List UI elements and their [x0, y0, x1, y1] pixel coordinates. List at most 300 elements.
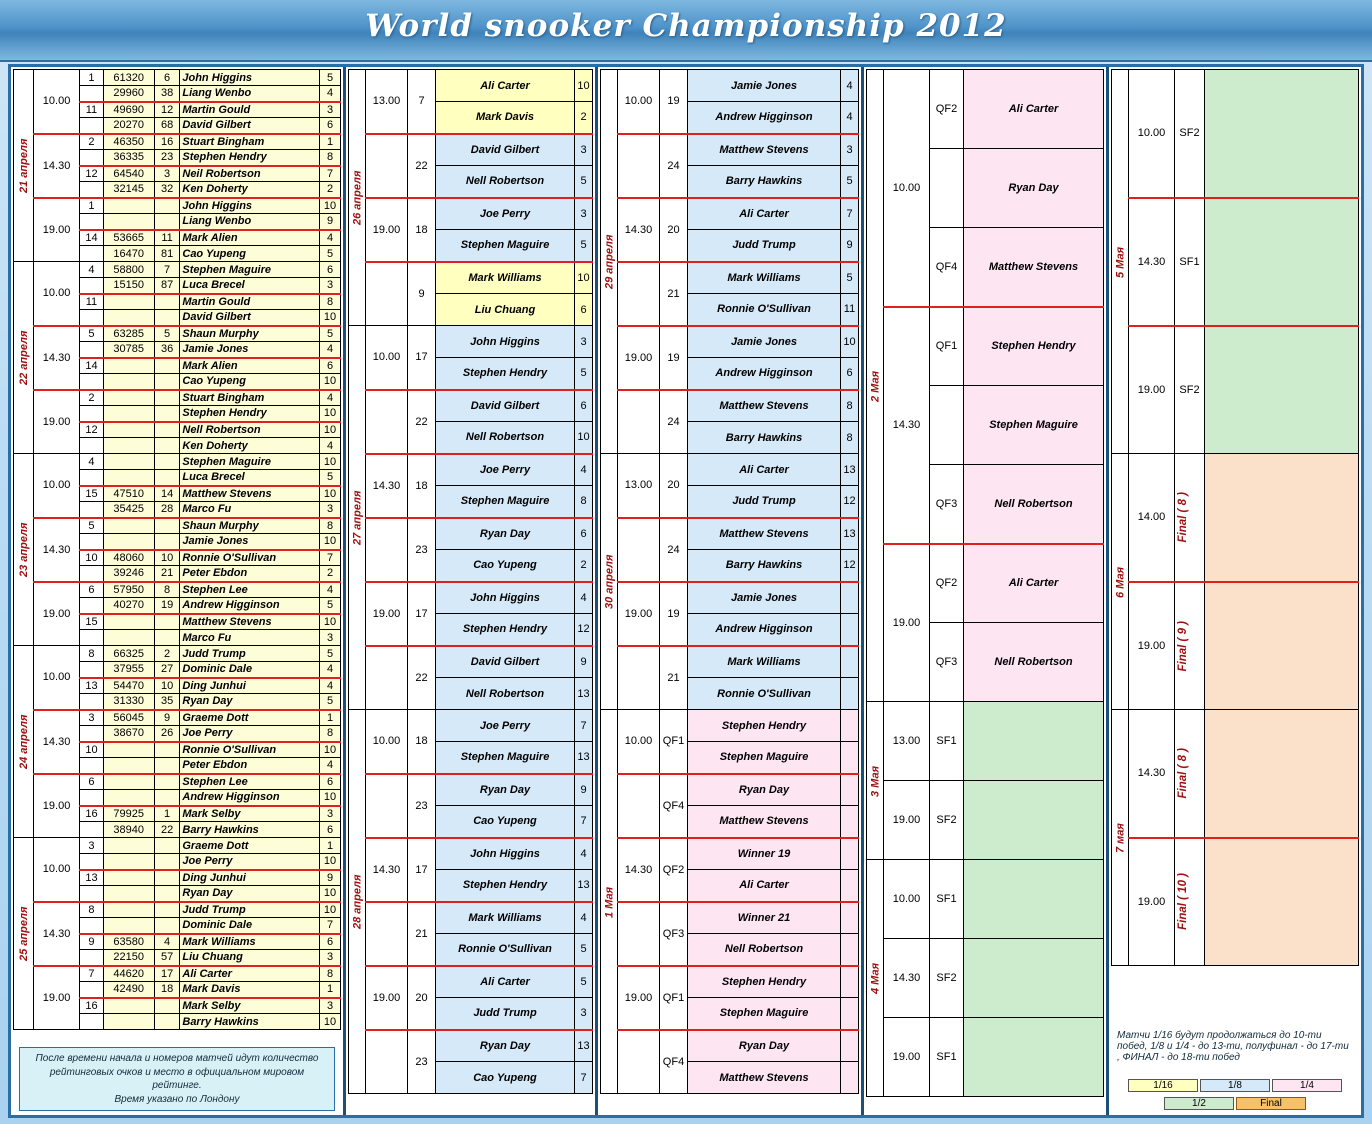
- match-number: [930, 149, 964, 228]
- legend-note: [19, 1047, 335, 1111]
- match-number: [80, 438, 103, 454]
- player-name: John Higgins: [436, 582, 575, 614]
- player-score: 2: [575, 550, 593, 582]
- match-number: [1175, 710, 1205, 838]
- match-number: 4: [80, 262, 103, 278]
- match-number: QF3: [660, 902, 688, 966]
- player-score: 10: [320, 534, 341, 550]
- player-score: 13: [575, 742, 593, 774]
- column-round-3: [598, 67, 864, 1115]
- result-cell: [1205, 710, 1359, 838]
- player-score: [841, 614, 859, 646]
- player-name: David Gilbert: [180, 118, 320, 134]
- day-label: 1 Мая: [601, 710, 618, 1094]
- table-row: [349, 1030, 593, 1062]
- ranking-points: [103, 1014, 154, 1030]
- player-score: 7: [841, 198, 859, 230]
- match-number: [80, 982, 103, 998]
- player-score: 10: [320, 854, 341, 870]
- table-row: [601, 902, 859, 934]
- player-name: Andrew Higginson: [180, 790, 320, 806]
- match-number: 16: [80, 998, 103, 1014]
- player-name: Ryan Day: [436, 518, 575, 550]
- player-name: Neil Robertson: [180, 166, 320, 182]
- world-rank: [154, 902, 180, 918]
- ranking-points: [103, 390, 154, 406]
- player-name: Ding Junhui: [180, 870, 320, 886]
- match-number: QF2: [930, 70, 964, 149]
- day-label: 29 апреля: [601, 70, 618, 454]
- player-name: Winner 19: [688, 838, 841, 870]
- table-row: [601, 774, 859, 806]
- match-number: 1: [80, 70, 103, 86]
- table-row: [867, 307, 1104, 386]
- session-time: [618, 774, 660, 838]
- match-number: [1175, 582, 1205, 710]
- player-score: [841, 806, 859, 838]
- session-time: 14.30: [884, 307, 930, 544]
- table-row: [1112, 582, 1359, 710]
- world-rank: 5: [154, 326, 180, 342]
- ranking-points: 64540: [103, 166, 154, 182]
- ranking-points: 31330: [103, 694, 154, 710]
- match-number: 14: [80, 358, 103, 374]
- ranking-points: [103, 374, 154, 390]
- player-score: 6: [320, 822, 341, 838]
- match-number: SF2: [930, 781, 964, 860]
- table-row: [1112, 70, 1359, 198]
- player-name: Ali Carter: [688, 454, 841, 486]
- ranking-points: [103, 438, 154, 454]
- ranking-points: [103, 774, 154, 790]
- player-score: 3: [320, 502, 341, 518]
- match-number: [80, 342, 103, 358]
- session-time: 13.00: [618, 454, 660, 518]
- session-time: 10.00: [33, 838, 80, 902]
- player-score: 4: [320, 342, 341, 358]
- session-time: 10.00: [33, 262, 80, 326]
- player-score: 8: [320, 966, 341, 982]
- table-row: [14, 326, 341, 342]
- day-label: 25 апреля: [14, 838, 34, 1030]
- player-score: 4: [320, 438, 341, 454]
- ranking-points: 16470: [103, 246, 154, 262]
- player-name: Liu Chuang: [436, 294, 575, 326]
- player-score: 9: [575, 646, 593, 678]
- player-score: [841, 998, 859, 1030]
- player-name: Matthew Stevens: [688, 518, 841, 550]
- player-name: Judd Trump: [180, 902, 320, 918]
- session-time: [366, 646, 408, 710]
- player-name: Ryan Day: [180, 694, 320, 710]
- player-score: 3: [320, 630, 341, 646]
- player-name: [964, 860, 1104, 939]
- table-row: [867, 860, 1104, 939]
- match-label: Final ( 8 ): [1177, 748, 1189, 799]
- player-name: David Gilbert: [436, 134, 575, 166]
- player-score: 2: [320, 182, 341, 198]
- session-time: [366, 134, 408, 198]
- ranking-points: [103, 454, 154, 470]
- table-row: [349, 902, 593, 934]
- player-score: 3: [320, 998, 341, 1014]
- player-score: 13: [841, 454, 859, 486]
- session-time: 19.00: [884, 1018, 930, 1097]
- world-rank: [154, 422, 180, 438]
- player-name: Liu Chuang: [180, 950, 320, 966]
- match-number: [80, 598, 103, 614]
- world-rank: 81: [154, 246, 180, 262]
- ranking-points: [103, 790, 154, 806]
- player-score: 6: [575, 390, 593, 422]
- session-time: [618, 390, 660, 454]
- table-row: [601, 1030, 859, 1062]
- day-label: 21 апреля: [14, 70, 34, 262]
- player-name: Jamie Jones: [180, 534, 320, 550]
- player-name: Stephen Maguire: [436, 742, 575, 774]
- table-row: [349, 134, 593, 166]
- session-time: [618, 646, 660, 710]
- ranking-points: [103, 534, 154, 550]
- color-legend: [1117, 1075, 1353, 1111]
- match-number: 8: [80, 902, 103, 918]
- ranking-points: 79925: [103, 806, 154, 822]
- match-number: 24: [660, 518, 688, 582]
- player-name: Nell Robertson: [436, 422, 575, 454]
- table-row: [349, 966, 593, 998]
- player-score: 6: [320, 934, 341, 950]
- table-row: [14, 134, 341, 150]
- player-score: 5: [320, 470, 341, 486]
- legend-item: 1/4: [1272, 1079, 1342, 1092]
- player-score: 12: [575, 614, 593, 646]
- table-row: [601, 198, 859, 230]
- match-number: 17: [408, 838, 436, 902]
- ranking-points: [103, 886, 154, 902]
- player-name: Cao Yupeng: [436, 550, 575, 582]
- player-score: 4: [320, 758, 341, 774]
- player-score: 8: [320, 294, 341, 310]
- player-score: 4: [320, 86, 341, 102]
- ranking-points: 40270: [103, 598, 154, 614]
- table-row: [601, 710, 859, 742]
- match-number: QF1: [660, 710, 688, 774]
- player-name: Matthew Stevens: [180, 614, 320, 630]
- day-label: 3 Мая: [867, 702, 884, 860]
- table-row: [349, 518, 593, 550]
- player-name: David Gilbert: [436, 646, 575, 678]
- match-number: [80, 790, 103, 806]
- player-score: 9: [841, 230, 859, 262]
- world-rank: 38: [154, 86, 180, 102]
- session-time: 10.00: [618, 710, 660, 774]
- player-score: [841, 1030, 859, 1062]
- player-name: Stephen Hendry: [180, 406, 320, 422]
- match-number: 21: [660, 262, 688, 326]
- player-name: Mark Alien: [180, 230, 320, 246]
- player-name: [964, 781, 1104, 860]
- player-score: [841, 870, 859, 902]
- day-label: 30 апреля: [601, 454, 618, 710]
- ranking-points: 38670: [103, 726, 154, 742]
- day-label: 28 апреля: [349, 710, 366, 1094]
- world-rank: [154, 518, 180, 534]
- player-name: Barry Hawkins: [180, 822, 320, 838]
- match-number: SF1: [1175, 198, 1205, 326]
- ranking-points: 56045: [103, 710, 154, 726]
- note-line: После времени начала и номеров матчей идут количество рейтинговых очков и место в официальном мировом рейтинге.: [35, 1053, 319, 1091]
- player-name: Shaun Murphy: [180, 326, 320, 342]
- ranking-points: [103, 918, 154, 934]
- player-score: 8: [841, 390, 859, 422]
- match-number: QF2: [660, 838, 688, 902]
- match-number: 24: [660, 390, 688, 454]
- player-name: Nell Robertson: [688, 934, 841, 966]
- match-number: 9: [408, 262, 436, 326]
- match-number: 19: [660, 326, 688, 390]
- player-score: 3: [320, 950, 341, 966]
- world-rank: [154, 870, 180, 886]
- player-name: Ken Doherty: [180, 438, 320, 454]
- match-number: QF4: [930, 228, 964, 307]
- player-score: 8: [841, 422, 859, 454]
- ranking-points: [103, 518, 154, 534]
- session-time: 10.00: [33, 70, 80, 134]
- match-number: [80, 502, 103, 518]
- ranking-points: 39246: [103, 566, 154, 582]
- table-row: [867, 70, 1104, 149]
- session-time: 19.00: [1129, 838, 1175, 966]
- player-score: 3: [575, 198, 593, 230]
- table-row: [349, 646, 593, 678]
- world-rank: 11: [154, 230, 180, 246]
- session-time: 13.00: [884, 702, 930, 781]
- world-rank: [154, 454, 180, 470]
- match-label: Final ( 10 ): [1177, 873, 1189, 931]
- ranking-points: 58800: [103, 262, 154, 278]
- player-score: 4: [575, 454, 593, 486]
- match-number: 13: [80, 678, 103, 694]
- world-rank: 87: [154, 278, 180, 294]
- player-score: 4: [320, 662, 341, 678]
- match-number: [1175, 838, 1205, 966]
- match-number: 6: [80, 774, 103, 790]
- player-name: Graeme Dott: [180, 710, 320, 726]
- match-number: [80, 310, 103, 326]
- player-name: Shaun Murphy: [180, 518, 320, 534]
- match-number: 22: [408, 390, 436, 454]
- player-name: Mark Selby: [180, 806, 320, 822]
- match-number: [80, 662, 103, 678]
- player-name: Mark Williams: [436, 902, 575, 934]
- table-row: [349, 198, 593, 230]
- rules-note: Матчи 1/16 будут продолжаться до 10-ти побед, 1/8 и 1/4 - до 13-ти, полуфинал - до 17-ти , ФИНАЛ - до 18-ти побед: [1117, 1030, 1349, 1063]
- player-name: Jamie Jones: [688, 70, 841, 102]
- world-rank: [154, 758, 180, 774]
- ranking-points: 49690: [103, 102, 154, 118]
- ranking-points: 32145: [103, 182, 154, 198]
- match-number: [80, 470, 103, 486]
- player-score: 5: [575, 358, 593, 390]
- match-number: [80, 758, 103, 774]
- player-name: Stephen Hendry: [436, 870, 575, 902]
- player-name: Andrew Higginson: [180, 598, 320, 614]
- player-score: 10: [320, 790, 341, 806]
- world-rank: [154, 534, 180, 550]
- player-score: 12: [841, 486, 859, 518]
- ranking-points: [103, 294, 154, 310]
- ranking-points: [103, 198, 154, 214]
- match-number: [80, 150, 103, 166]
- legend-item: Final: [1236, 1097, 1306, 1110]
- table-row: [14, 518, 341, 534]
- player-score: 7: [575, 710, 593, 742]
- match-number: [80, 918, 103, 934]
- match-number: 4: [80, 454, 103, 470]
- player-score: 3: [320, 102, 341, 118]
- legend-item: 1/16: [1128, 1079, 1198, 1092]
- player-score: 9: [320, 214, 341, 230]
- ranking-points: [103, 422, 154, 438]
- table-row: [14, 70, 341, 86]
- player-score: [841, 934, 859, 966]
- session-time: [366, 390, 408, 454]
- match-number: [80, 182, 103, 198]
- match-number: QF1: [930, 307, 964, 386]
- player-score: 4: [320, 678, 341, 694]
- player-name: Mark Williams: [688, 646, 841, 678]
- match-number: [80, 214, 103, 230]
- player-name: Dominic Dale: [180, 918, 320, 934]
- match-number: 5: [80, 518, 103, 534]
- match-number: [80, 406, 103, 422]
- session-time: 10.00: [884, 860, 930, 939]
- match-number: 18: [408, 198, 436, 262]
- session-time: 14.30: [618, 838, 660, 902]
- player-score: 9: [320, 870, 341, 886]
- player-name: Stephen Hendry: [964, 307, 1104, 386]
- session-time: 19.00: [884, 544, 930, 702]
- day-label: 26 апреля: [349, 70, 366, 326]
- session-time: 14.30: [33, 326, 80, 390]
- player-score: 10: [320, 902, 341, 918]
- match-number: 23: [408, 1030, 436, 1094]
- table-row: [867, 939, 1104, 1018]
- table-row: [1112, 710, 1359, 838]
- table-row: [1112, 326, 1359, 454]
- match-number: [930, 386, 964, 465]
- player-score: 13: [575, 678, 593, 710]
- match-number: 17: [408, 326, 436, 390]
- player-score: 10: [320, 374, 341, 390]
- session-time: 19.00: [1129, 326, 1175, 454]
- player-name: Barry Hawkins: [688, 550, 841, 582]
- session-time: 14.30: [884, 939, 930, 1018]
- result-cell: [1205, 70, 1359, 198]
- world-rank: [154, 214, 180, 230]
- table-row: [349, 582, 593, 614]
- player-name: Ali Carter: [964, 544, 1104, 623]
- player-name: David Gilbert: [180, 310, 320, 326]
- table-row: [867, 1018, 1104, 1097]
- player-name: Matthew Stevens: [688, 806, 841, 838]
- player-name: Joe Perry: [436, 198, 575, 230]
- world-rank: [154, 790, 180, 806]
- player-score: 10: [841, 326, 859, 358]
- player-score: 7: [320, 550, 341, 566]
- player-name: Ronnie O'Sullivan: [688, 294, 841, 326]
- session-time: [366, 902, 408, 966]
- table-row: [601, 262, 859, 294]
- player-score: 3: [841, 134, 859, 166]
- match-number: 16: [80, 806, 103, 822]
- player-name: Mark Williams: [436, 262, 575, 294]
- ranking-points: [103, 310, 154, 326]
- match-number: 5: [80, 326, 103, 342]
- player-name: Dominic Dale: [180, 662, 320, 678]
- session-time: 19.00: [366, 198, 408, 262]
- world-rank: 22: [154, 822, 180, 838]
- player-name: Martin Gould: [180, 102, 320, 118]
- world-rank: 10: [154, 678, 180, 694]
- player-score: 10: [320, 614, 341, 630]
- player-score: 5: [841, 262, 859, 294]
- match-number: [80, 278, 103, 294]
- ranking-points: 47510: [103, 486, 154, 502]
- match-number: 2: [80, 134, 103, 150]
- player-name: John Higgins: [180, 198, 320, 214]
- player-name: Stephen Lee: [180, 774, 320, 790]
- player-name: Stuart Bingham: [180, 134, 320, 150]
- player-name: Judd Trump: [688, 486, 841, 518]
- world-rank: 18: [154, 982, 180, 998]
- player-name: Mark Selby: [180, 998, 320, 1014]
- player-score: 6: [320, 358, 341, 374]
- table-row: [1112, 198, 1359, 326]
- session-time: [618, 518, 660, 582]
- player-score: 4: [575, 838, 593, 870]
- ranking-points: 22150: [103, 950, 154, 966]
- player-name: Liang Wenbo: [180, 214, 320, 230]
- match-number: 20: [408, 966, 436, 1030]
- match-number: 13: [80, 870, 103, 886]
- ranking-points: 66325: [103, 646, 154, 662]
- ranking-points: 61320: [103, 70, 154, 86]
- player-name: Martin Gould: [180, 294, 320, 310]
- session-time: 14.30: [33, 710, 80, 774]
- match-number: 21: [660, 646, 688, 710]
- player-name: Jamie Jones: [180, 342, 320, 358]
- session-time: [618, 262, 660, 326]
- session-time: 14.30: [1129, 710, 1175, 838]
- match-number: [80, 86, 103, 102]
- match-number: 15: [80, 614, 103, 630]
- page-title: World snooker Championship 2012: [365, 8, 1007, 44]
- round32-table: [13, 69, 341, 1030]
- player-score: [841, 742, 859, 774]
- ranking-points: 63580: [103, 934, 154, 950]
- player-name: Stephen Maguire: [436, 230, 575, 262]
- player-score: 10: [320, 1014, 341, 1030]
- player-score: 1: [320, 134, 341, 150]
- quarterfinal-table: [600, 69, 859, 1094]
- player-score: [841, 1062, 859, 1094]
- world-rank: 12: [154, 102, 180, 118]
- note-line: Время указано по Лондону: [114, 1093, 240, 1105]
- match-number: 24: [660, 134, 688, 198]
- table-row: [349, 262, 593, 294]
- match-number: QF3: [930, 465, 964, 544]
